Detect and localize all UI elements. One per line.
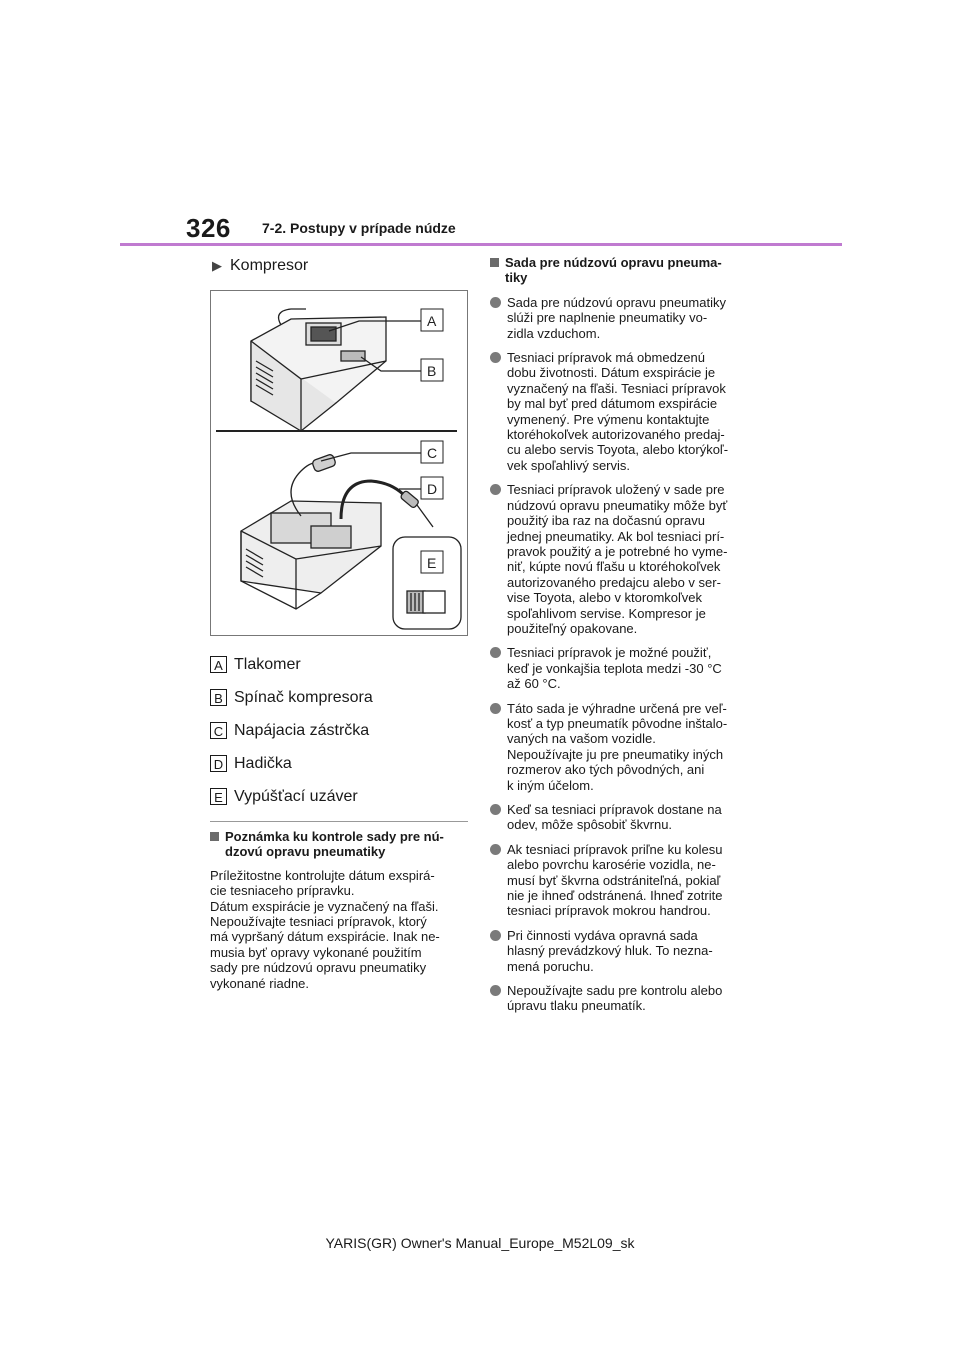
legend-text: Tlakomer [234, 655, 301, 673]
note-box [210, 829, 470, 991]
bullet-dot-icon [490, 985, 501, 996]
legend-item [210, 714, 470, 747]
bullet-dot-icon [490, 647, 501, 658]
legend-text: Spínač kompresora [234, 688, 373, 706]
note-heading-text: Poznámka ku kontrole sady pre nú- dzovú opravu pneumatiky [225, 829, 444, 860]
bullet-dot-icon [490, 352, 501, 363]
legend-item [210, 681, 470, 714]
list-item [490, 482, 760, 636]
figure-title [212, 257, 470, 275]
bullet-text: Ak tesniaci prípravok priľne ku kolesu alebo povrchu karosérie vozidla, ne- musí byť škvrna odstrániteľná, pokiaľ nie je ihneď odstránená. Ihneď zotrite tesniaci prípravok mokrou handrou. [507, 841, 723, 919]
legend-text: Vypúšťací uzáver [234, 787, 358, 805]
bullet-dot-icon [490, 703, 501, 714]
list-item [490, 645, 760, 691]
right-column [490, 255, 760, 1014]
bullet-text: Sada pre núdzovú opravu pneumatiky slúži pre naplnenie pneumatiky vo- zidla vzduchom. [507, 294, 726, 341]
left-column [210, 255, 470, 991]
square-bullet-icon [210, 832, 219, 841]
legend-text: Hadička [234, 754, 292, 772]
bullet-dot-icon [490, 484, 501, 495]
bullet-text: Keď sa tesniaci prípravok dostane na odev, môže spôsobiť škvrnu. [507, 802, 722, 833]
bullet-text: Táto sada je výhradne určená pre veľ- kosť a typ pneumatík pôvodne inštalo- vaných na vašom vozidle. Nepoužívajte ju pre pneumatiky iných rozmerov ako tých pôvodných, ani k iným účelom. [507, 700, 728, 793]
triangle-icon: ▶ [212, 258, 222, 273]
legend-item [210, 648, 470, 681]
legend-item [210, 780, 470, 813]
list-item [490, 802, 760, 833]
list-item [490, 842, 760, 919]
section-heading [490, 255, 760, 286]
legend-item [210, 747, 470, 780]
figure-label-a: A [427, 313, 437, 329]
legend-letter: E [210, 788, 227, 805]
legend-letter: C [210, 722, 227, 739]
bullet-text: Nepoužívajte sadu pre kontrolu alebo úpravu tlaku pneumatík. [507, 983, 723, 1014]
square-bullet-icon [490, 258, 499, 267]
figure-legend [210, 648, 470, 813]
figure-title-text: Kompresor [230, 257, 309, 274]
compressor-illustration [210, 290, 468, 636]
bullet-dot-icon [490, 930, 501, 941]
list-item [490, 350, 760, 473]
figure-label-e: E [427, 555, 437, 571]
bullet-dot-icon [490, 297, 501, 308]
bullet-dot-icon [490, 844, 501, 855]
section-title: 7-2. Postupy v prípade núdze [262, 220, 456, 236]
header-rule [120, 243, 842, 246]
list-item [490, 701, 760, 793]
legend-letter: A [210, 656, 227, 673]
note-divider [210, 821, 468, 822]
list-item [490, 295, 760, 341]
page-number: 326 [186, 213, 231, 243]
figure-label-c: C [427, 445, 438, 461]
legend-letter: B [210, 689, 227, 706]
list-item [490, 928, 760, 974]
note-body: Príležitostne kontrolujte dátum exspirá- cie tesniaceho prípravku. Dátum exspirácie je vyznačený na fľaši. Nepoužívajte tesniaci prípravok, ktorý má vypršaný dátum exspirácie. Inak ne- musia byť opravy vykonané použitím sady pre núdzovú opravu pneumatiky vykonané riadne. [210, 867, 440, 991]
bullet-text: Tesniaci prípravok je možné použiť, keď je vonkajšia teplota medzi -30 °C až 60 °C. [507, 645, 722, 692]
note-heading [210, 829, 470, 860]
bullet-text: Pri činnosti vydáva opravná sada hlasný prevádzkový hluk. To nezna- mená poruchu. [507, 927, 713, 974]
bullet-text: Tesniaci prípravok uložený v sade pre núdzovú opravu pneumatiky môže byť použitý iba raz na dočasnú opravu jednej pneumatiky. Ak bol tesniaci prí- pravok použitý a je potrebné ho vyme- niť, kúpte novú fľašu u ktoréhokoľvek autorizovaného predajcu alebo v ser- vise Toyota, alebo v ktoromkoľvek spoľahlivom servise. Kompresor je použiteľný opakovane. [507, 482, 728, 636]
page-footer: YARIS(GR) Owner's Manual_Europe_M52L09_sk [325, 1235, 635, 1251]
legend-text: Napájacia zástrčka [234, 721, 370, 739]
legend-letter: D [210, 755, 227, 772]
list-item [490, 983, 760, 1014]
compressor-drawing [211, 291, 467, 635]
figure-label-d: D [427, 481, 438, 497]
bullet-text: Tesniaci prípravok má obmedzenú dobu životnosti. Dátum exspirácie je vyznačený na fľaši. Tesniaci prípravok by mal byť pred dátumom exspirácie vymenený. Pre výmenu kontaktujte ktoréhokoľvek autorizovaného predaj- cu alebo servis Toyota, alebo ktorýkoľ- vek spoľahlivý servis. [507, 350, 729, 473]
figure-label-b: B [427, 363, 437, 379]
section-heading-text: Sada pre núdzovú opravu pneuma- tiky [505, 255, 722, 286]
bullet-dot-icon [490, 804, 501, 815]
